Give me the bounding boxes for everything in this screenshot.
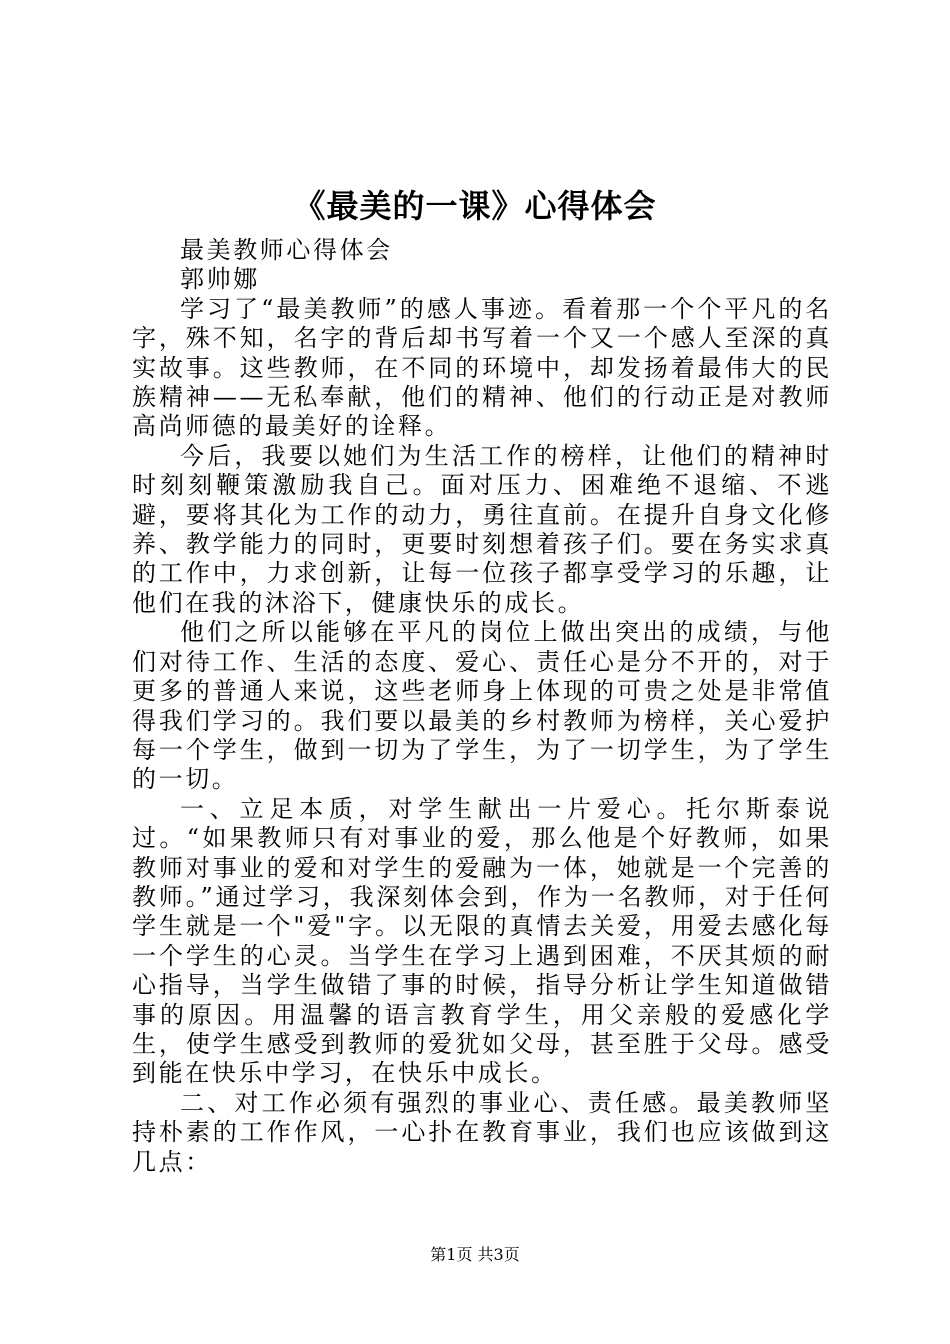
document-author: 郭帅娜 (180, 265, 260, 294)
paragraph-2: 今后，我要以她们为生活工作的榜样，让他们的精神时时刻刻鞭策激励我自己。面对压力、困难绝不退缩、不逃避，要将其化为工作的动力，勇往直前。在提升自身文化修养、教学能力的同时，更要时刻想着孩子们。要在务实求真的工作中，力求创新，让每一位孩子都享受学习的乐趣，让他们在我的沐浴下，健康快乐的成长。 (132, 441, 832, 617)
document-title: 《最美的一课》心得体会 (293, 187, 657, 225)
page-number-footer: 第1页 共3页 (430, 1245, 520, 1264)
paragraph-5: 二、对工作必须有强烈的事业心、责任感。最美教师坚持朴素的工作作风，一心扑在教育事业，我们也应该做到这几点： (132, 1088, 832, 1176)
paragraph-4: 一、立足本质，对学生献出一片爱心。托尔斯泰说过。“如果教师只有对事业的爱，那么他是个好教师，如果教师对事业的爱和对学生的爱融为一体，她就是一个完善的教师。”通过学习，我深刻体会到，作为一名教师，对于任何学生就是一个"爱"字。以无限的真情去关爱，用爱去感化每一个学生的心灵。当学生在学习上遇到困难，不厌其烦的耐心指导，当学生做错了事的时候，指导分析让学生知道做错事的原因。用温馨的语言教育学生，用父亲般的爱感化学生，使学生感受到教师的爱犹如父母，甚至胜于父母。感受到能在快乐中学习，在快乐中成长。 (132, 794, 832, 1088)
paragraph-3: 他们之所以能够在平凡的岗位上做出突出的成绩，与他们对待工作、生活的态度、爱心、责任心是分不开的，对于更多的普通人来说，这些老师身上体现的可贵之处是非常值得我们学习的。我们要以最美的乡村教师为榜样，关心爱护每一个学生，做到一切为了学生，为了一切学生，为了学生的一切。 (132, 618, 832, 794)
paragraph-1: 学习了“最美教师”的感人事迹。看着那一个个平凡的名字，殊不知，名字的背后却书写着一个又一个感人至深的真实故事。这些教师，在不同的环境中，却发扬着最伟大的民族精神——无私奉献，他们的精神、他们的行动正是对教师高尚师德的最美好的诠释。 (132, 294, 832, 441)
document-body (132, 236, 832, 1177)
document-subtitle: 最美教师心得体会 (180, 236, 393, 264)
